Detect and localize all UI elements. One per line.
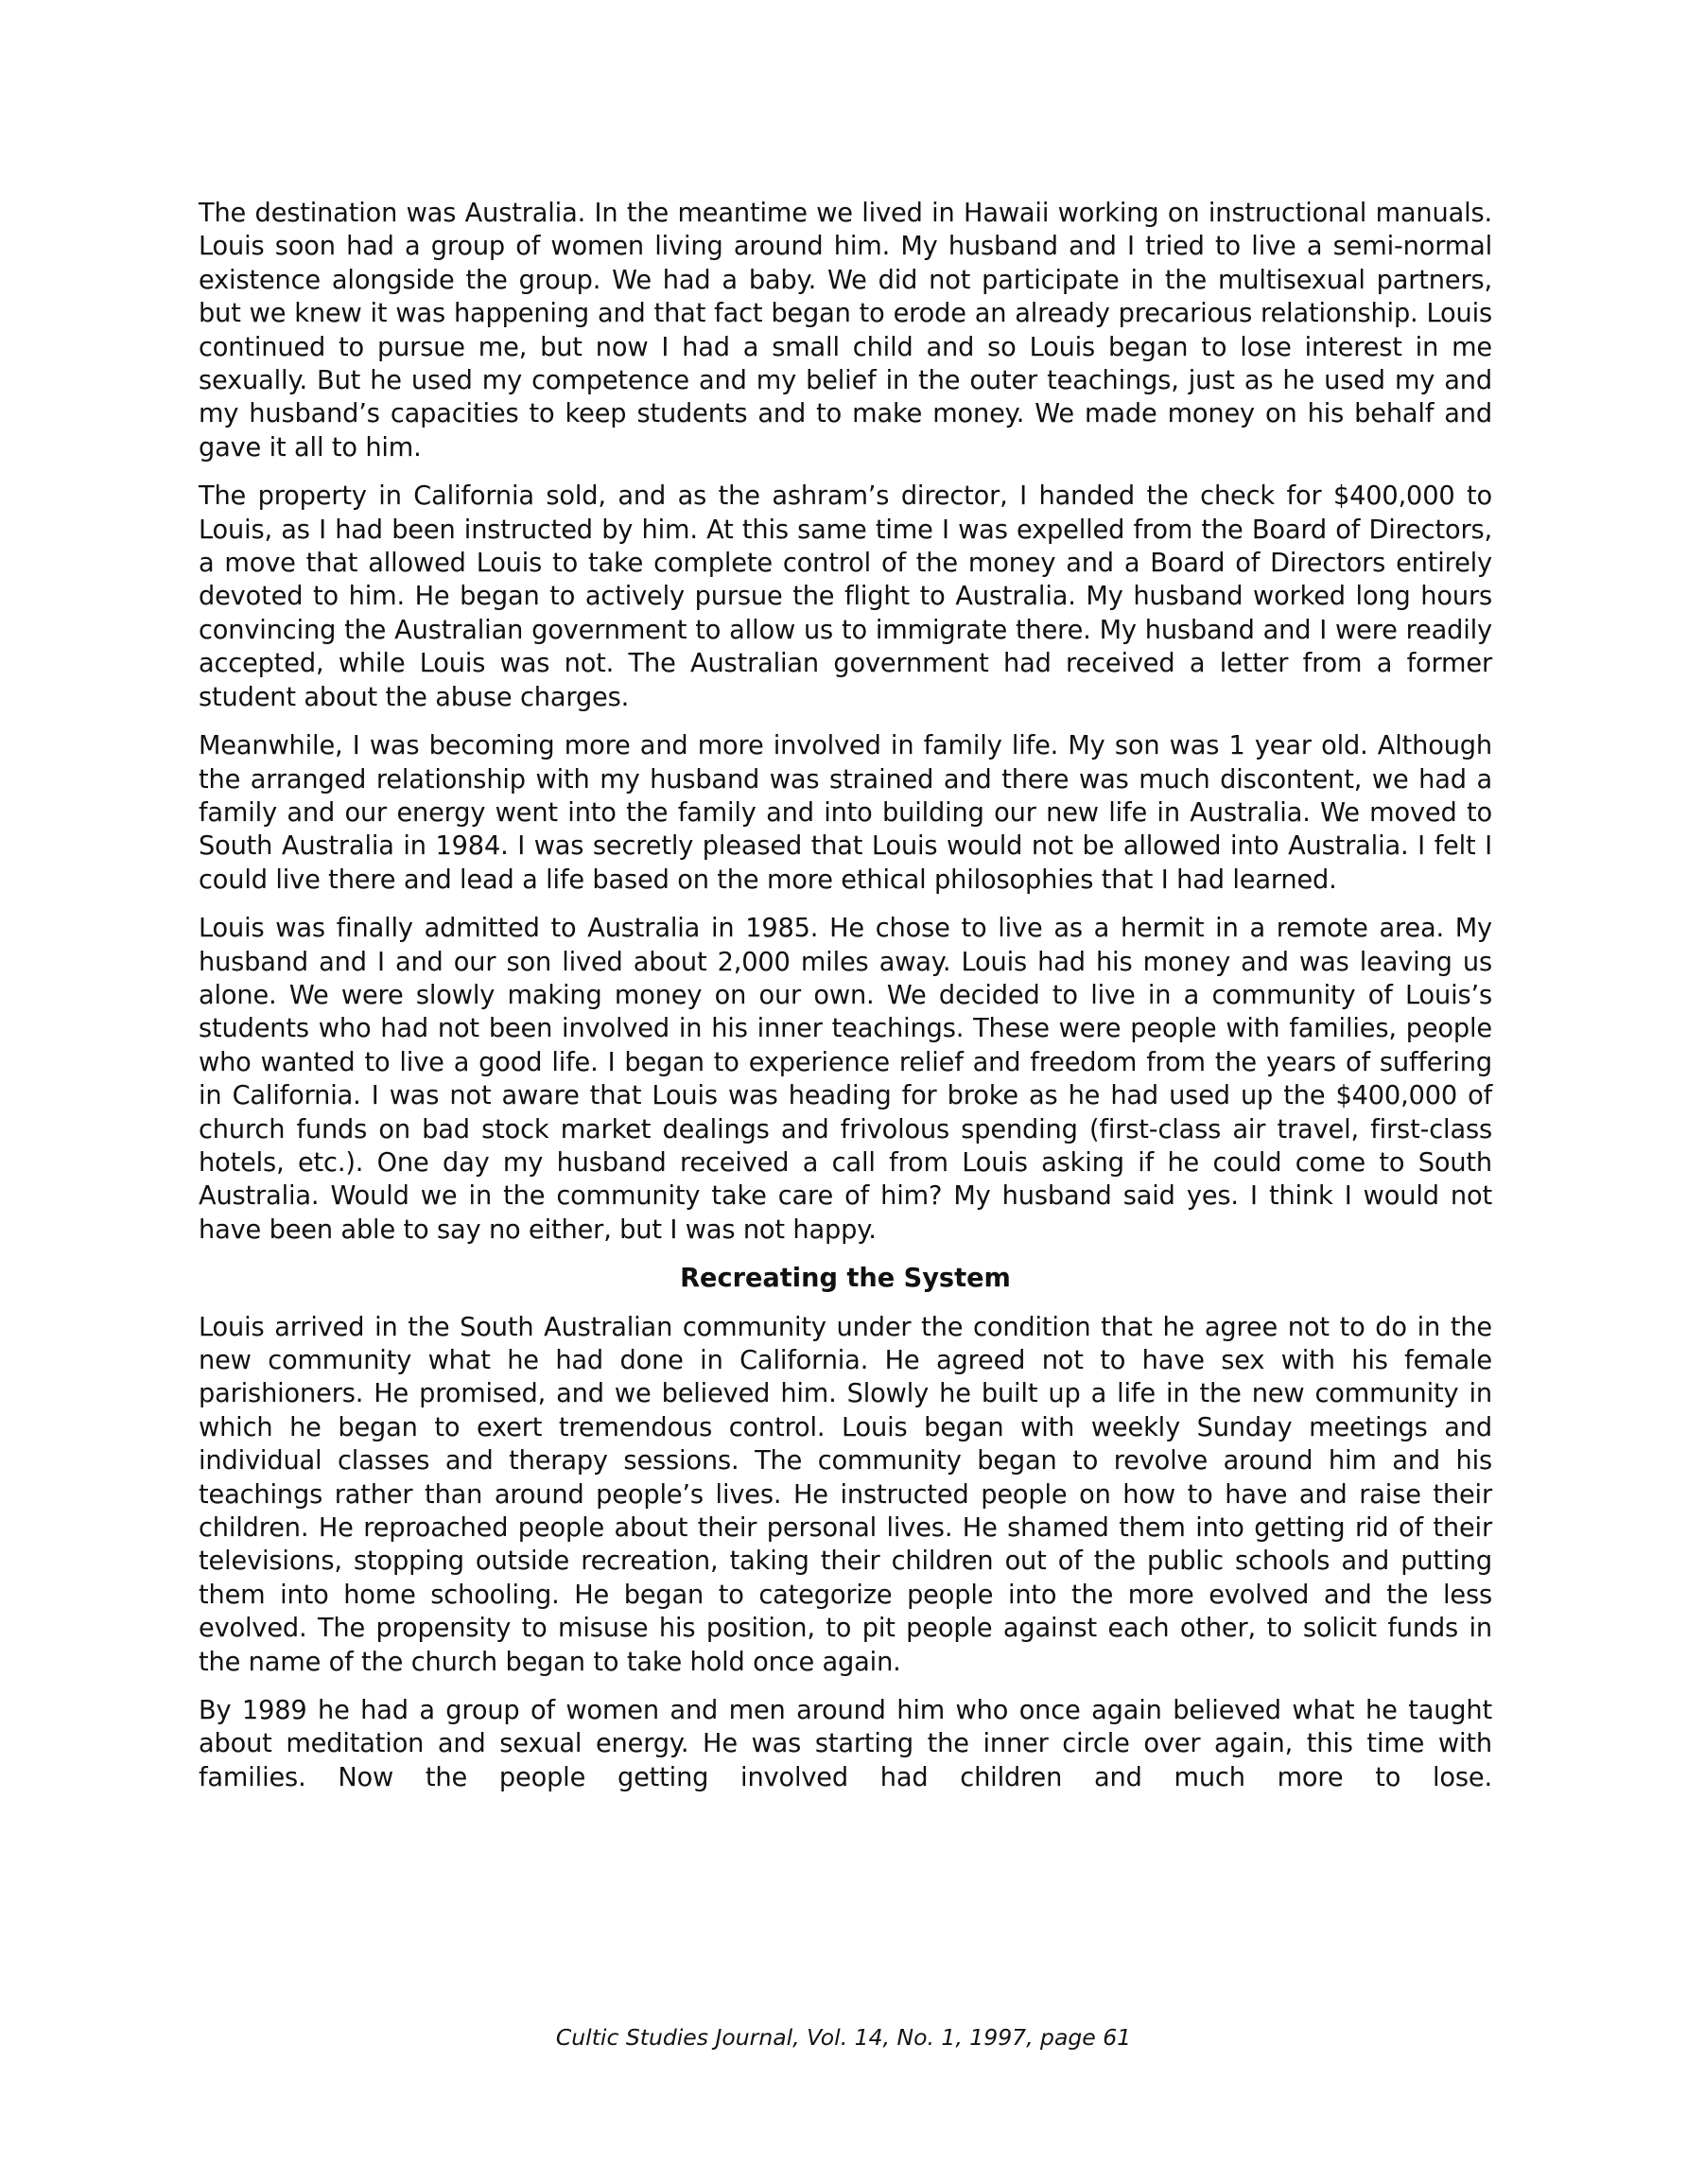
paragraph-by-1989: By 1989 he had a group of women and men around him who once again believed what he taught about meditation and sexual energy. He was starting the inner circle over again, this time with families. Now the people getting involved had children and much more to lose. <box>199 1696 1492 1792</box>
page-body <box>199 197 1492 1809</box>
journal-footer: Cultic Studies Journal, Vol. 14, No. 1, 1997, page 61 <box>555 2024 1132 2051</box>
paragraph-hawaii: The destination was Australia. In the meantime we lived in Hawaii working on instructional manuals. Louis soon had a group of women living around him. My husband and I tried to live a semi-normal existence alongside the group. We had a baby. We did not participate in the multisexual partners, but we knew it was happening and that fact began to erode an already precarious relationship. Louis continued to pursue me, but now I had a small child and so Louis began to lose interest in me sexually. But he used my competence and my belief in the outer teachings, just as he used my and my husband’s capacities to keep students and to make money. We made money on his behalf and gave it all to him. <box>199 199 1492 463</box>
section-heading: Recreating the System <box>680 1264 1011 1294</box>
paragraph-louis-admitted: Louis was finally admitted to Australia in 1985. He chose to live as a hermit in a remote area. My husband and I and our son lived about 2,000 miles away. Louis had his money and was leaving us alone. We were slowly making money on our own. We decided to live in a community of Louis’s students who had not been involved in his inner teachings. These were people with families, people who wanted to live a good life. I began to experience relief and freedom from the years of suffering in California. I was not aware that Louis was heading for broke as he had used up the $400,000 of church funds on bad stock market dealings and frivolous spending (first-class air travel, first-class hotels, etc.). One day my husband received a call from Louis asking if he could come to South Australia. Would we in the community take care of him? My husband said yes. I think I would not have been able to say no either, but I was not happy. <box>199 914 1492 1245</box>
paragraph-family-life: Meanwhile, I was becoming more and more involved in family life. My son was 1 year old. Although the arranged relationship with my husband was strained and there was much discontent, we had a family and our energy went into the family and into building our new life in Australia. We moved to South Australia in 1984. I was secretly pleased that Louis would not be allowed into Australia. I felt I could live there and lead a life based on the more ethical philosophies that I had learned. <box>199 731 1492 895</box>
paragraph-louis-arrived: Louis arrived in the South Australian community under the condition that he agree not to do in the new community what he had done in California. He agreed not to have sex with his female parishioners. He promised, and we believed him. Slowly he built up a life in the new community in which he began to exert tremendous control. Louis began with weekly Sunday meetings and individual classes and therapy sessions. The community began to revolve around him and his teachings rather than around people’s lives. He instructed people on how to have and raise their children. He reproached people about their personal lives. He shamed them into getting rid of their televisions, stopping outside recreation, taking their children out of the public schools and putting them into home schooling. He began to categorize people into the more evolved and the less evolved. The propensity to misuse his position, to pit people against each other, to solicit funds in the name of the church began to take hold once again. <box>199 1312 1492 1677</box>
paragraph-property-sold: The property in California sold, and as the ashram’s director, I handed the check for $400,000 to Louis, as I had been instructed by him. At this same time I was expelled from the Board of Directors, a move that allowed Louis to take complete control of the money and a Board of Directors entirely devoted to him. He began to actively pursue the flight to Australia. My husband worked long hours convincing the Australian government to allow us to immigrate there. My husband and I were readily accepted, while Louis was not. The Australian government had received a letter from a former student about the abuse charges. <box>199 481 1492 712</box>
